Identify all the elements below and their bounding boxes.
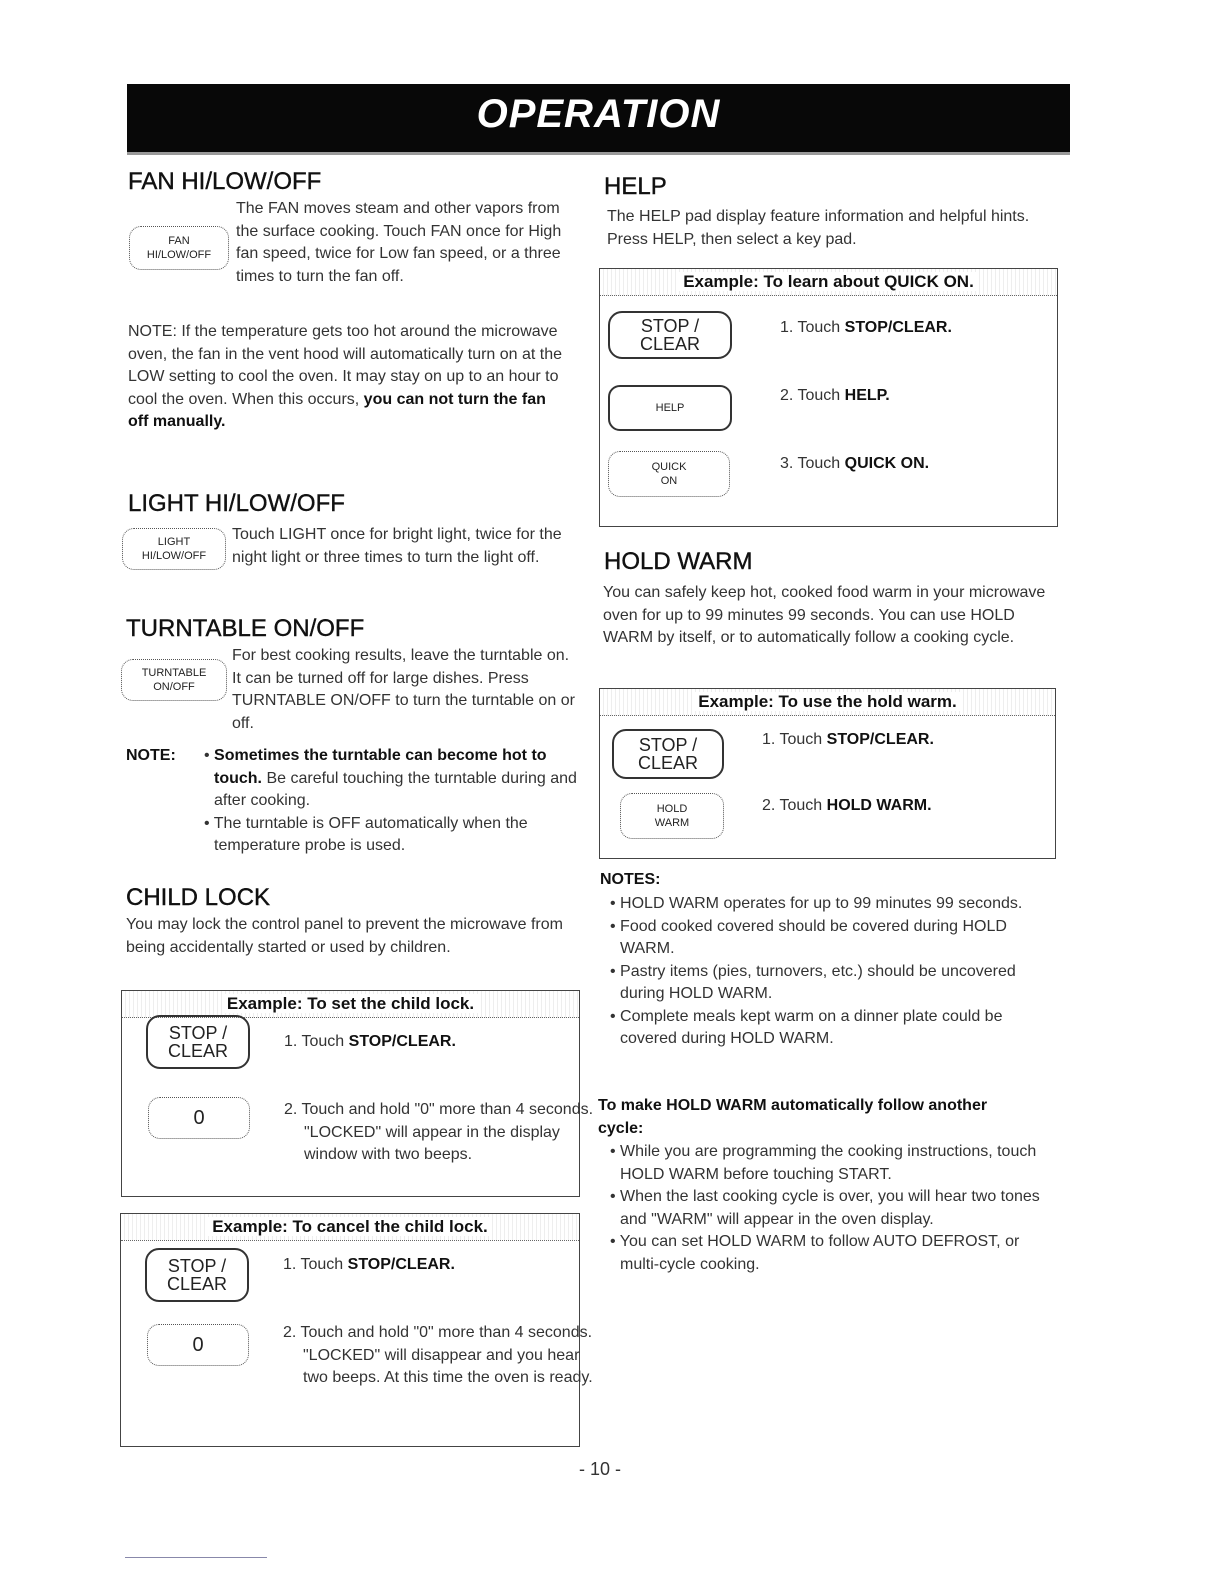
child-lock-text: You may lock the control panel to prevent the microwave from being accidentally started or used by children. xyxy=(126,916,563,956)
turntable-note-label: NOTE: xyxy=(126,747,176,764)
zero-key-icon: 0 xyxy=(148,1097,250,1139)
hold-warm-heading: HOLD WARM xyxy=(604,548,753,575)
help-heading: HELP xyxy=(604,173,667,200)
section-banner xyxy=(127,84,1070,155)
light-key-icon: LIGHT HI/LOW/OFF xyxy=(122,528,226,570)
follow-item: • While you are programming the cooking instructions, touch HOLD WARM before touching START. xyxy=(610,1143,1037,1183)
zero-key-icon: 0 xyxy=(147,1324,249,1366)
example-help xyxy=(599,268,1058,527)
example-header: Example: To use the hold warm. xyxy=(600,689,1055,716)
help-key-icon: HELP xyxy=(608,385,732,431)
step-3: 3. Touch QUICK ON. xyxy=(780,455,930,472)
hold-warm-key-icon: HOLD WARM xyxy=(620,793,724,839)
banner-title: OPERATION xyxy=(476,92,721,136)
step-2: 2. Touch and hold "0" more than 4 seconds. "LOCKED" will appear in the display window with two beeps. xyxy=(284,1101,594,1163)
stop-clear-key-icon: STOP / CLEAR xyxy=(608,311,732,359)
hold-warm-notes xyxy=(602,893,1052,1051)
fan-heading: FAN HI/LOW/OFF xyxy=(128,168,322,195)
light-heading: LIGHT HI/LOW/OFF xyxy=(128,490,345,517)
turntable-note-item: • The turntable is OFF automatically when the temperature probe is used. xyxy=(204,814,528,854)
step-1: 1. Touch STOP/CLEAR. xyxy=(762,731,934,748)
note-item: • HOLD WARM operates for up to 99 minutes 99 seconds. xyxy=(610,895,1023,912)
page-number: - 10 - xyxy=(578,1459,621,1479)
step-2: 2. Touch HELP. xyxy=(780,387,890,404)
notes-title: NOTES: xyxy=(600,871,661,888)
example-header: Example: To learn about QUICK ON. xyxy=(600,269,1057,296)
step-1: 1. Touch STOP/CLEAR. xyxy=(780,319,952,336)
example-hold-warm xyxy=(599,688,1056,859)
example-header: Example: To cancel the child lock. xyxy=(121,1214,579,1241)
stop-clear-key-icon: STOP / CLEAR xyxy=(146,1015,250,1069)
step-1: 1. Touch STOP/CLEAR. xyxy=(284,1033,456,1050)
turntable-notes xyxy=(196,745,581,858)
follow-item: • When the last cooking cycle is over, you will hear two tones and "WARM" will appear in the oven display. xyxy=(610,1188,1040,1228)
note-item: • Complete meals kept warm on a dinner plate could be covered during HOLD WARM. xyxy=(610,1007,1003,1047)
step-2: 2. Touch HOLD WARM. xyxy=(762,797,932,814)
example-header: Example: To set the child lock. xyxy=(122,991,579,1018)
example-cancel-child-lock xyxy=(120,1213,593,1447)
fan-key-icon: FAN HI/LOW/OFF xyxy=(129,226,229,270)
hold-warm-text: You can safely keep hot, cooked food warm in your microwave oven for up to 99 minutes 99 seconds. You can use HOLD WARM by itself, or to automatically follow a cooking cycle. xyxy=(603,584,1046,646)
turntable-key-icon: TURNTABLE ON/OFF xyxy=(121,659,227,701)
note-item: • Food cooked covered should be covered during HOLD WARM. xyxy=(610,917,1007,957)
light-text: Touch LIGHT once for bright light, twice for the night light or three times to turn the light off. xyxy=(232,526,562,566)
turntable-note-item: • Sometimes the turntable can become hot to touch. Be careful touching the turntable during and after cooking. xyxy=(204,747,577,809)
step-1: 1. Touch STOP/CLEAR. xyxy=(283,1256,455,1273)
example-set-child-lock xyxy=(121,990,594,1197)
child-lock-heading: CHILD LOCK xyxy=(126,884,271,911)
footer-rule xyxy=(125,1557,267,1558)
follow-item: • You can set HOLD WARM to follow AUTO DEFROST, or multi-cycle cooking. xyxy=(610,1233,1020,1273)
follow-list xyxy=(602,1141,1052,1276)
help-text: The HELP pad display feature information and helpful hints. Press HELP, then select a key pad. xyxy=(607,208,1030,248)
fan-note: NOTE: If the temperature gets too hot around the microwave oven, the fan in the vent hood will automatically turn on at the LOW setting to cool the oven. It may stay on up to an hour to cool the oven. When this occurs, you can not turn the fan off manually. xyxy=(128,323,563,430)
follow-title: To make HOLD WARM automatically follow another cycle: xyxy=(598,1097,988,1137)
step-2: 2. Touch and hold "0" more than 4 seconds. "LOCKED" will disappear and you hear two beeps. At this time the oven is ready. xyxy=(283,1324,593,1386)
turntable-heading: TURNTABLE ON/OFF xyxy=(126,615,365,642)
quick-on-key-icon: QUICK ON xyxy=(608,451,730,497)
turntable-text: For best cooking results, leave the turntable on. It can be turned off for large dishes. Press TURNTABLE ON/OFF to turn the turntable on or off. xyxy=(232,647,575,732)
fan-text: The FAN moves steam and other vapors from the surface cooking. Touch FAN once for High fan speed, twice for Low fan speed, or a three times to turn the fan off. xyxy=(236,200,562,285)
stop-clear-key-icon: STOP / CLEAR xyxy=(145,1248,249,1302)
note-item: • Pastry items (pies, turnovers, etc.) should be uncovered during HOLD WARM. xyxy=(610,962,1016,1002)
stop-clear-key-icon: STOP / CLEAR xyxy=(612,729,724,779)
